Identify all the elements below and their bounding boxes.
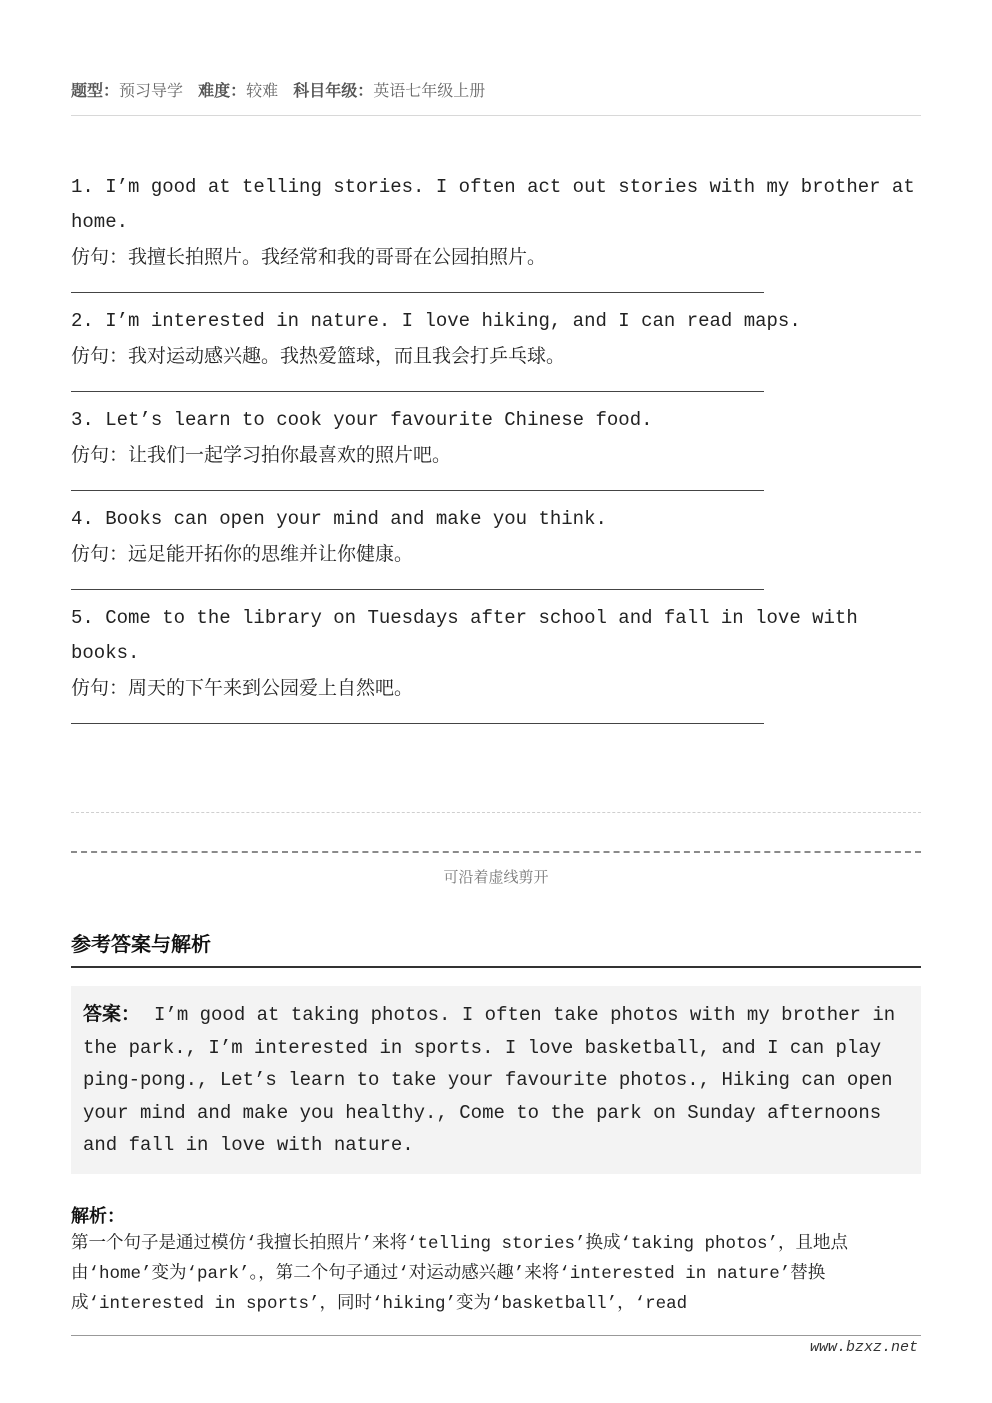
header-divider — [71, 115, 921, 116]
question-prompt: 仿句：远足能开拓你的思维并让你健康。 — [71, 543, 414, 565]
answer-section-divider — [71, 966, 921, 968]
analysis-text: 第一个句子是通过模仿‘我擅长拍照片’来将‘telling stories’换成‘taking photos’，且地点由‘home’变为‘park’。，第二个句子通过‘对运动感兴趣’来将‘interested in nature’替换成‘interested in sports’，同时‘hiking’变为‘basketball’，‘read — [71, 1234, 849, 1314]
answer-line[interactable] — [71, 292, 764, 294]
question-list — [71, 170, 921, 735]
answer-line[interactable] — [71, 391, 764, 393]
question-item — [71, 304, 921, 393]
question-english: 2. I’m interested in nature. I love hiking, and I can read maps. — [71, 310, 801, 332]
subject-label: 科目年级： — [293, 81, 374, 100]
question-english: 1. I’m good at telling stories. I often act out stories with my brother at home. — [71, 176, 915, 233]
question-prompt: 仿句：周天的下午来到公园爱上自然吧。 — [71, 677, 414, 699]
difficulty-value: 较难 — [246, 81, 279, 100]
question-prompt: 仿句：我对运动感兴趣。我热爱篮球，而且我会打乒乓球。 — [71, 345, 566, 367]
question-prompt: 仿句：让我们一起学习拍你最喜欢的照片吧。 — [71, 444, 452, 466]
question-english: 4. Books can open your mind and make you think. — [71, 508, 607, 530]
footer-url[interactable]: www.bzxz.net — [809, 1339, 918, 1356]
question-item — [71, 601, 921, 725]
analysis-label: 解析： — [71, 1206, 125, 1227]
cut-dashed-line — [71, 851, 921, 853]
answer-line[interactable] — [71, 589, 764, 591]
answer-box — [71, 986, 921, 1174]
question-item — [71, 170, 921, 294]
question-english: 5. Come to the library on Tuesdays after school and fall in love with books. — [71, 607, 858, 664]
question-prompt: 仿句：我擅长拍照片。我经常和我的哥哥在公园拍照片。 — [71, 246, 547, 268]
cut-note: 可沿着虚线剪开 — [443, 868, 549, 886]
cut-guide-line — [71, 812, 921, 813]
answer-label: 答案： — [83, 1003, 141, 1025]
answer-line[interactable] — [71, 490, 764, 492]
footer-divider — [71, 1335, 921, 1336]
question-english: 3. Let’s learn to cook your favourite Chinese food. — [71, 409, 653, 431]
answer-section-title: 参考答案与解析 — [71, 932, 211, 956]
type-value: 预习导学 — [119, 81, 184, 100]
difficulty-label: 难度： — [198, 81, 247, 100]
answer-text: I’m good at taking photos. I often take photos with my brother in the park., I’m interested in sports. I love basketball, and I can play ping-pong., Let’s learn to take your favourite photos., Hiking can open your mind and make you healthy., Come to the park on Sunday afternoons and fall in love with nature. — [83, 1004, 896, 1156]
subject-value: 英语七年级上册 — [373, 81, 486, 100]
answer-line[interactable] — [71, 723, 764, 725]
question-item — [71, 403, 921, 492]
page-header — [71, 78, 921, 101]
type-label: 题型： — [71, 81, 120, 100]
question-item — [71, 502, 921, 591]
